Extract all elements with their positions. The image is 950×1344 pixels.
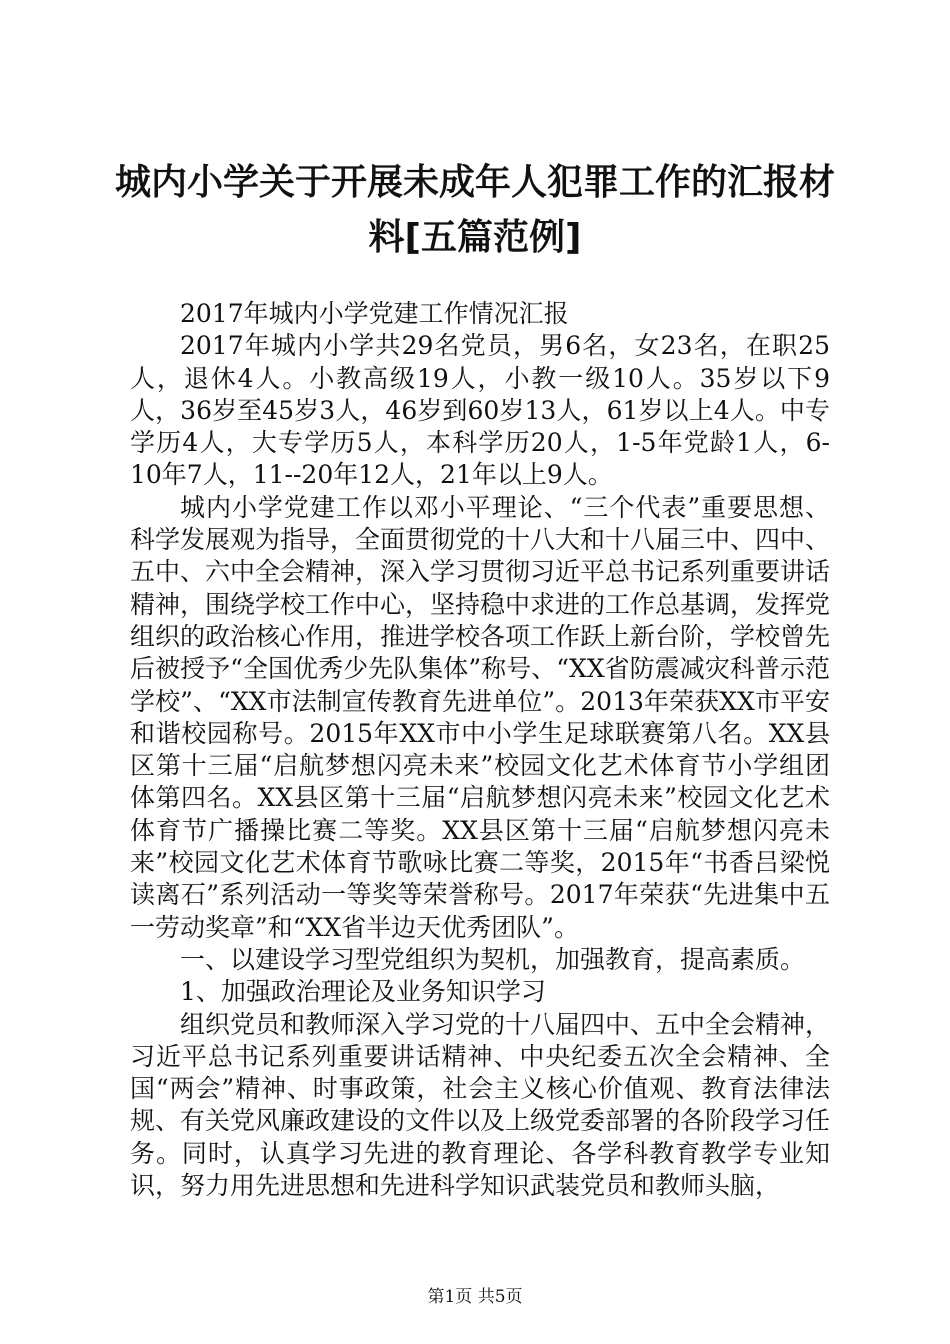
page-title-line-2: 料[五篇范例] bbox=[368, 217, 582, 258]
paragraph-membership-stats: 2017年城内小学共29名党员，男6名，女23名，在职25人，退休4人。小教高级19人，小教一级10人。35岁以下9人，36岁至45岁3人，46岁到60岁13人，61岁以上4人。中专学历4人，大专学历5人，本科学历20人，1-5年党龄1人，6-10年7人，11--20年12人，21年以上9人。 bbox=[130, 331, 830, 490]
section-heading-1: 一、以建设学习型党组织为契机，加强教育，提高素质。 bbox=[180, 944, 806, 974]
page-title-line-1: 城内小学关于开展未成年人犯罪工作的汇报材 bbox=[114, 162, 835, 203]
paragraph-party-building-overview: 城内小学党建工作以邓小平理论、“三个代表”重要思想、科学发展观为指导，全面贯彻党的十八大和十八届三中、四中、五中、六中全会精神，深入学习贯彻习近平总书记系列重要讲话精神，围绕学校工作中心，坚持稳中求进的工作总基调，发挥党组织的政治核心作用，推进学校各项工作跃上新台阶，学校曾先后被授予“全国优秀少先队集体”称号、“XX省防震减灾科普示范学校”、“XX市法制宣传教育先进单位”。2013年荣获XX市平安和谐校园称号。2015年XX市中小学生足球联赛第八名。XX县区第十三届“启航梦想闪亮未来”校园文化艺术体育节小学组团体第四名。XX县区第十三届“启航梦想闪亮未来”校园文化艺术体育节广播操比赛二等奖。XX县区第十三届“启航梦想闪亮未来”校园文化艺术体育节歌咏比赛二等奖，2015年“书香吕梁悦读离石”系列活动一等奖等荣誉称号。2017年荣获“先进集中五一劳动奖章”和“XX省半边天优秀团队”。 bbox=[130, 492, 831, 942]
paragraph-study-content: 组织党员和教师深入学习党的十八届四中、五中全会精神，习近平总书记系列重要讲话精神、中央纪委五次全会精神、全国“两会”精神、时事政策，社会主义核心价值观、教育法律法规、有关党风廉政建设的文件以及上级党委部署的各阶段学习任务。同时，认真学习先进的教育理论、各学科教育教学专业知识，努力用先进思想和先进科学知识武装党员和教师头脑， bbox=[130, 1009, 831, 1201]
page-footer: 第1页 共5页 bbox=[427, 1287, 523, 1307]
paragraph-subtitle: 2017年城内小学党建工作情况汇报 bbox=[180, 299, 569, 328]
subsection-heading-1-1: 1、加强政治理论及业务知识学习 bbox=[180, 977, 546, 1007]
document-body bbox=[130, 298, 830, 1202]
